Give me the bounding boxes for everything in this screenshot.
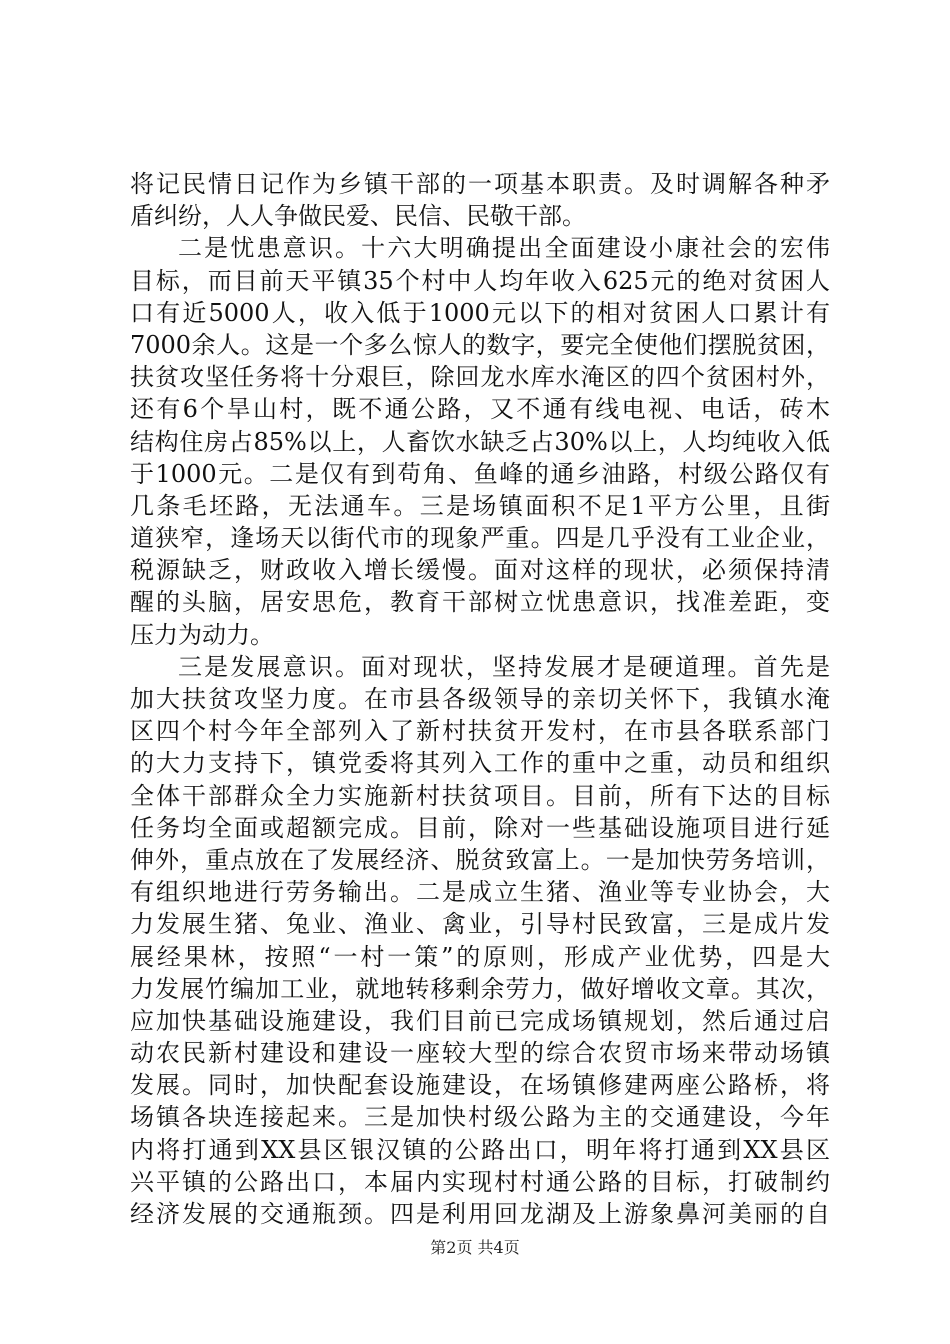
text-line: 有组织地进行劳务输出。二是成立生猪、渔业等专业协会，大 [130,878,830,907]
text-line: 全体干部群众全力实施新村扶贫项目。目前，所有下达的目标 [130,781,830,810]
text-line: 几条毛坯路，无法通车。三是场镇面积不足1平方公里，且街 [130,491,830,520]
text-line: 加大扶贫攻坚力度。在市县各级领导的亲切关怀下，我镇水淹 [130,685,830,713]
text-line: 于1000元。二是仅有到苟角、鱼峰的通乡油路，村级公路仅有 [130,459,830,488]
text-line: 二是忧患意识。十六大明确提出全面建设小康社会的宏伟 [178,234,830,263]
text-line: 7000余人。这是一个多么惊人的数字，要完全使他们摆脱贫困， [130,330,830,359]
document-body [130,168,830,1230]
text-line: 的大力支持下，镇党委将其列入工作的重中之重，动员和组织 [130,749,830,778]
page-number-footer: 第2页 共4页 [430,1238,520,1257]
text-line: 力发展竹编加工业，就地转移剩余劳力，做好增收文章。其次， [130,974,830,1003]
text-line: 发展。同时，加快配套设施建设，在场镇修建两座公路桥，将 [130,1071,830,1100]
text-line: 醒的头脑，居安思危，教育干部树立忧患意识，找准差距，变 [130,588,830,617]
text-line: 压力为动力。 [130,620,274,649]
text-line: 动农民新村建设和建设一座较大型的综合农贸市场来带动场镇 [130,1039,830,1068]
text-line: 经济发展的交通瓶颈。四是利用回龙湖及上游象鼻河美丽的自 [130,1200,830,1228]
text-line: 目标，而目前天平镇35个村中人均年收入625元的绝对贫困人 [130,266,830,295]
text-line: 口有近5000人，收入低于1000元以下的相对贫困人口累计有 [130,298,830,327]
text-line: 税源缺乏，财政收入增长缓慢。面对这样的现状，必须保持清 [130,556,830,585]
text-line: 伸外，重点放在了发展经济、脱贫致富上。一是加快劳务培训， [130,845,830,874]
text-line: 内将打通到XX县区银汉镇的公路出口，明年将打通到XX县区 [130,1135,830,1164]
text-line: 还有6个旱山村，既不通公路，又不通有线电视、电话，砖木 [130,395,830,424]
text-line: 道狭窄，逢场天以街代市的现象严重。四是几乎没有工业企业， [130,524,830,553]
text-line: 场镇各块连接起来。三是加快村级公路为主的交通建设，今年 [130,1103,830,1132]
text-line: 应加快基础设施建设，我们目前已完成场镇规划，然后通过启 [130,1006,830,1035]
text-line: 结构住房占85%以上，人畜饮水缺乏占30%以上，人均纯收入低 [130,427,830,456]
text-line: 展经果林，按照“一村一策”的原则，形成产业优势，四是大 [130,942,830,971]
text-line: 力发展生猪、兔业、渔业、禽业，引导村民致富，三是成片发 [130,910,830,939]
text-line: 任务均全面或超额完成。目前，除对一些基础设施项目进行延 [130,813,830,842]
text-line: 区四个村今年全部列入了新村扶贫开发村，在市县各联系部门 [130,717,830,746]
text-line: 盾纠纷，人人争做民爱、民信、民敬干部。 [130,202,586,231]
text-line: 将记民情日记作为乡镇干部的一项基本职责。及时调解各种矛 [130,170,830,198]
text-line: 扶贫攻坚任务将十分艰巨，除回龙水库水淹区的四个贫困村外， [130,363,830,392]
text-line: 兴平镇的公路出口，本届内实现村村通公路的目标，打破制约 [130,1167,830,1196]
text-line: 三是发展意识。面对现状，坚持发展才是硬道理。首先是 [178,652,830,681]
